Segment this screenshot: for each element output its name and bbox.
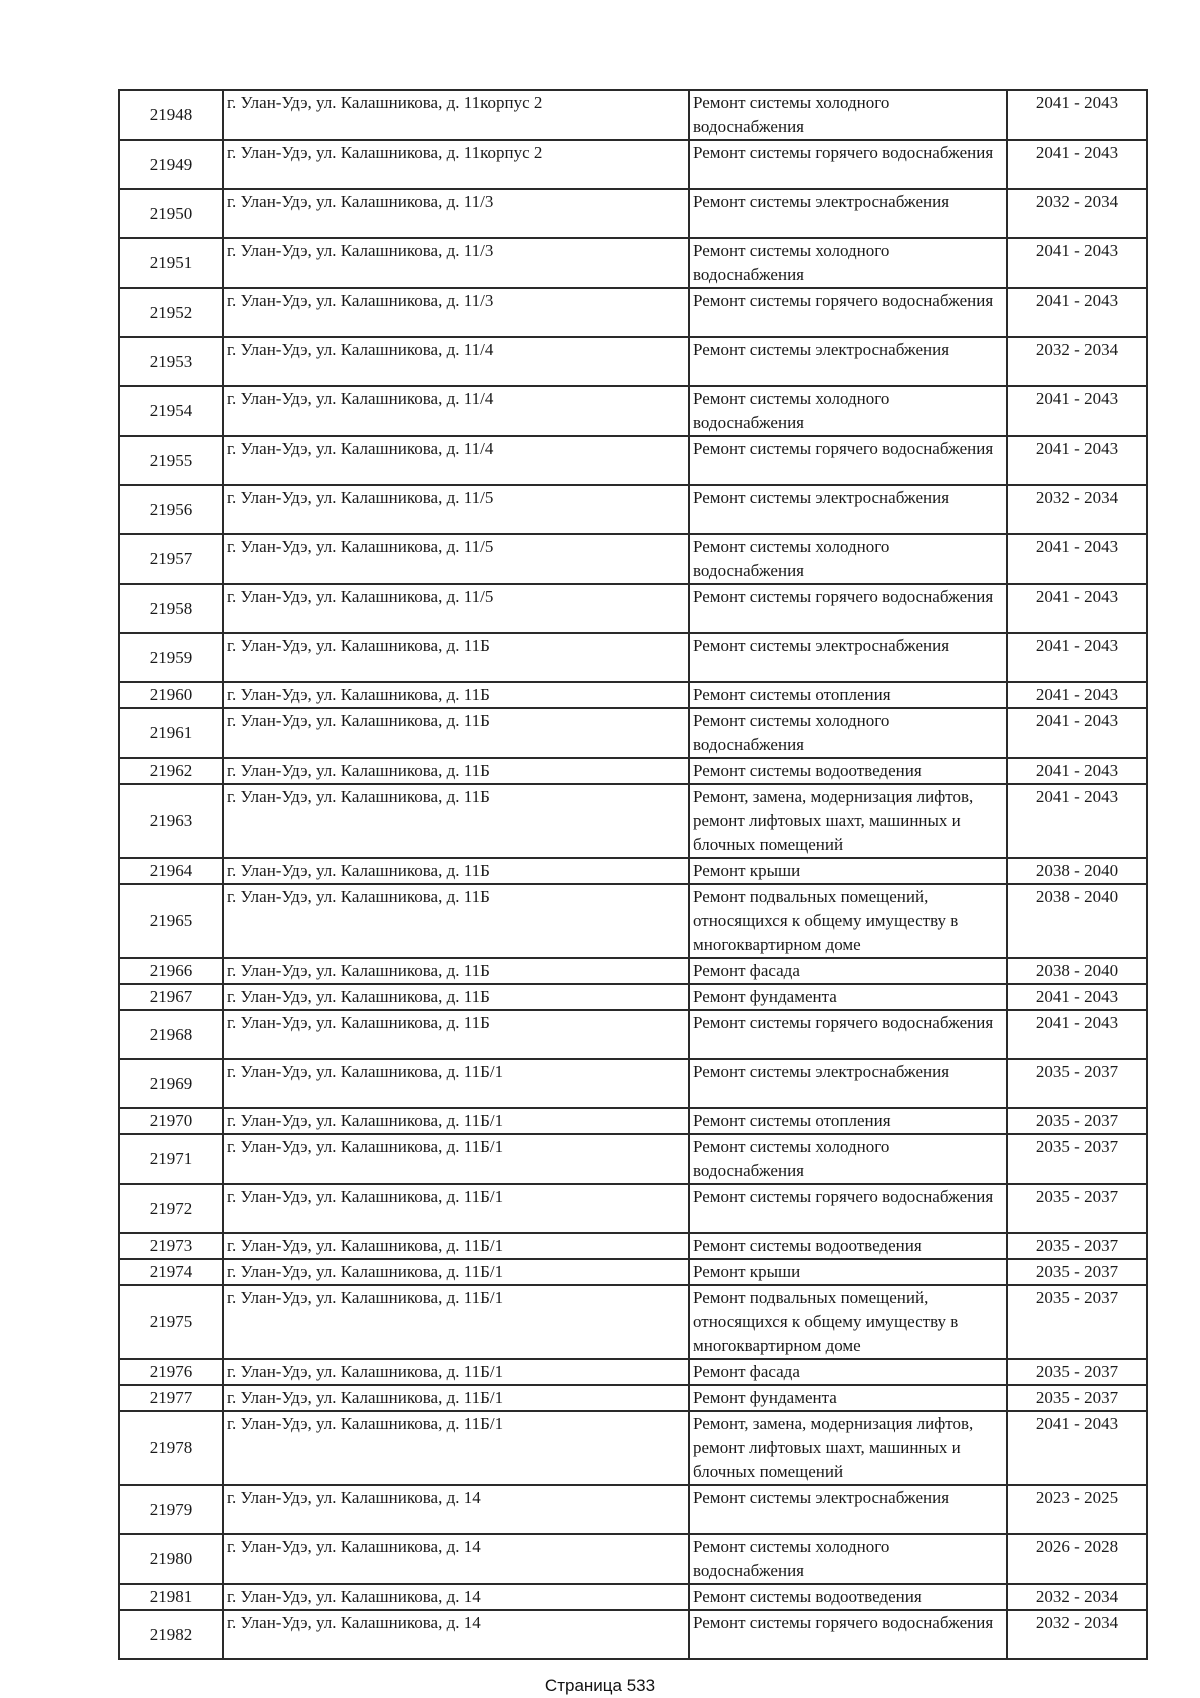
- period-cell: 2032 - 2034: [1007, 485, 1147, 534]
- address-cell: г. Улан-Удэ, ул. Калашникова, д. 11Б/1: [223, 1134, 689, 1184]
- table-row: [119, 1534, 1147, 1584]
- row-number-cell: 21966: [119, 958, 223, 984]
- address-cell: г. Улан-Удэ, ул. Калашникова, д. 11/5: [223, 534, 689, 584]
- work-type-cell: Ремонт системы электроснабжения: [689, 1059, 1007, 1108]
- row-number-cell: 21949: [119, 140, 223, 189]
- address-cell: г. Улан-Удэ, ул. Калашникова, д. 14: [223, 1584, 689, 1610]
- address-cell: г. Улан-Удэ, ул. Калашникова, д. 11/4: [223, 386, 689, 436]
- row-number-cell: 21954: [119, 386, 223, 436]
- row-number-cell: 21974: [119, 1259, 223, 1285]
- period-cell: 2041 - 2043: [1007, 758, 1147, 784]
- address-cell: г. Улан-Удэ, ул. Калашникова, д. 11/3: [223, 288, 689, 337]
- row-number-cell: 21969: [119, 1059, 223, 1108]
- period-cell: 2032 - 2034: [1007, 337, 1147, 386]
- table-row: [119, 1485, 1147, 1534]
- row-number-cell: 21958: [119, 584, 223, 633]
- period-cell: 2035 - 2037: [1007, 1259, 1147, 1285]
- row-number-cell: 21961: [119, 708, 223, 758]
- work-type-cell: Ремонт фундамента: [689, 1385, 1007, 1411]
- row-number-cell: 21952: [119, 288, 223, 337]
- work-type-cell: Ремонт системы водоотведения: [689, 758, 1007, 784]
- address-cell: г. Улан-Удэ, ул. Калашникова, д. 14: [223, 1610, 689, 1659]
- table-row: [119, 337, 1147, 386]
- table-row: [119, 958, 1147, 984]
- row-number-cell: 21957: [119, 534, 223, 584]
- period-cell: 2035 - 2037: [1007, 1385, 1147, 1411]
- row-number-cell: 21967: [119, 984, 223, 1010]
- row-number-cell: 21955: [119, 436, 223, 485]
- work-type-cell: Ремонт системы электроснабжения: [689, 189, 1007, 238]
- row-number-cell: 21965: [119, 884, 223, 958]
- period-cell: 2041 - 2043: [1007, 140, 1147, 189]
- work-type-cell: Ремонт крыши: [689, 1259, 1007, 1285]
- address-cell: г. Улан-Удэ, ул. Калашникова, д. 11Б: [223, 784, 689, 858]
- work-type-cell: Ремонт, замена, модернизация лифтов, ремонт лифтовых шахт, машинных и блочных помещений: [689, 1411, 1007, 1485]
- period-cell: 2035 - 2037: [1007, 1134, 1147, 1184]
- address-cell: г. Улан-Удэ, ул. Калашникова, д. 11Б: [223, 1010, 689, 1059]
- table-row: [119, 1134, 1147, 1184]
- row-number-cell: 21968: [119, 1010, 223, 1059]
- table-row: [119, 1233, 1147, 1259]
- table-row: [119, 140, 1147, 189]
- work-type-cell: Ремонт подвальных помещений, относящихся к общему имуществу в многоквартирном доме: [689, 1285, 1007, 1359]
- period-cell: 2032 - 2034: [1007, 189, 1147, 238]
- table-row: [119, 633, 1147, 682]
- period-cell: 2032 - 2034: [1007, 1610, 1147, 1659]
- table-row: [119, 238, 1147, 288]
- period-cell: 2038 - 2040: [1007, 884, 1147, 958]
- row-number-cell: 21972: [119, 1184, 223, 1233]
- table-row: [119, 1411, 1147, 1485]
- work-type-cell: Ремонт системы холодного водоснабжения: [689, 90, 1007, 140]
- address-cell: г. Улан-Удэ, ул. Калашникова, д. 11Б: [223, 708, 689, 758]
- row-number-cell: 21981: [119, 1584, 223, 1610]
- period-cell: 2041 - 2043: [1007, 288, 1147, 337]
- work-type-cell: Ремонт системы электроснабжения: [689, 633, 1007, 682]
- table-row: [119, 534, 1147, 584]
- work-type-cell: Ремонт подвальных помещений, относящихся к общему имуществу в многоквартирном доме: [689, 884, 1007, 958]
- work-type-cell: Ремонт крыши: [689, 858, 1007, 884]
- period-cell: 2035 - 2037: [1007, 1184, 1147, 1233]
- table-row: [119, 1385, 1147, 1411]
- repair-schedule-table: [118, 89, 1148, 1660]
- address-cell: г. Улан-Удэ, ул. Калашникова, д. 11Б/1: [223, 1359, 689, 1385]
- period-cell: 2041 - 2043: [1007, 90, 1147, 140]
- address-cell: г. Улан-Удэ, ул. Калашникова, д. 11корпус 2: [223, 140, 689, 189]
- address-cell: г. Улан-Удэ, ул. Калашникова, д. 11/3: [223, 189, 689, 238]
- period-cell: 2041 - 2043: [1007, 633, 1147, 682]
- period-cell: 2041 - 2043: [1007, 584, 1147, 633]
- period-cell: 2023 - 2025: [1007, 1485, 1147, 1534]
- row-number-cell: 21977: [119, 1385, 223, 1411]
- work-type-cell: Ремонт системы холодного водоснабжения: [689, 534, 1007, 584]
- address-cell: г. Улан-Удэ, ул. Калашникова, д. 11/4: [223, 337, 689, 386]
- work-type-cell: Ремонт системы холодного водоснабжения: [689, 708, 1007, 758]
- table-row: [119, 1059, 1147, 1108]
- address-cell: г. Улан-Удэ, ул. Калашникова, д. 11/5: [223, 485, 689, 534]
- period-cell: 2035 - 2037: [1007, 1059, 1147, 1108]
- period-cell: 2032 - 2034: [1007, 1584, 1147, 1610]
- table-row: [119, 1184, 1147, 1233]
- work-type-cell: Ремонт системы холодного водоснабжения: [689, 238, 1007, 288]
- table-row: [119, 858, 1147, 884]
- period-cell: 2041 - 2043: [1007, 534, 1147, 584]
- row-number-cell: 21979: [119, 1485, 223, 1534]
- work-type-cell: Ремонт системы водоотведения: [689, 1233, 1007, 1259]
- table-row: [119, 682, 1147, 708]
- address-cell: г. Улан-Удэ, ул. Калашникова, д. 11Б/1: [223, 1184, 689, 1233]
- period-cell: 2041 - 2043: [1007, 784, 1147, 858]
- address-cell: г. Улан-Удэ, ул. Калашникова, д. 11Б/1: [223, 1259, 689, 1285]
- work-type-cell: Ремонт системы горячего водоснабжения: [689, 436, 1007, 485]
- period-cell: 2041 - 2043: [1007, 436, 1147, 485]
- row-number-cell: 21975: [119, 1285, 223, 1359]
- row-number-cell: 21951: [119, 238, 223, 288]
- table-row: [119, 485, 1147, 534]
- table-row: [119, 90, 1147, 140]
- address-cell: г. Улан-Удэ, ул. Калашникова, д. 11Б/1: [223, 1411, 689, 1485]
- work-type-cell: Ремонт фундамента: [689, 984, 1007, 1010]
- work-type-cell: Ремонт системы горячего водоснабжения: [689, 1184, 1007, 1233]
- row-number-cell: 21950: [119, 189, 223, 238]
- period-cell: 2041 - 2043: [1007, 1010, 1147, 1059]
- work-type-cell: Ремонт фасада: [689, 958, 1007, 984]
- table-row: [119, 884, 1147, 958]
- table-row: [119, 1259, 1147, 1285]
- work-type-cell: Ремонт системы горячего водоснабжения: [689, 584, 1007, 633]
- row-number-cell: 21982: [119, 1610, 223, 1659]
- period-cell: 2041 - 2043: [1007, 238, 1147, 288]
- table-row: [119, 1285, 1147, 1359]
- row-number-cell: 21970: [119, 1108, 223, 1134]
- address-cell: г. Улан-Удэ, ул. Калашникова, д. 11Б/1: [223, 1108, 689, 1134]
- table-row: [119, 1610, 1147, 1659]
- work-type-cell: Ремонт системы горячего водоснабжения: [689, 140, 1007, 189]
- address-cell: г. Улан-Удэ, ул. Калашникова, д. 11Б/1: [223, 1059, 689, 1108]
- row-number-cell: 21959: [119, 633, 223, 682]
- table-row: [119, 1584, 1147, 1610]
- address-cell: г. Улан-Удэ, ул. Калашникова, д. 11Б: [223, 758, 689, 784]
- period-cell: 2038 - 2040: [1007, 858, 1147, 884]
- address-cell: г. Улан-Удэ, ул. Калашникова, д. 11Б: [223, 958, 689, 984]
- row-number-cell: 21980: [119, 1534, 223, 1584]
- address-cell: г. Улан-Удэ, ул. Калашникова, д. 11Б/1: [223, 1385, 689, 1411]
- address-cell: г. Улан-Удэ, ул. Калашникова, д. 14: [223, 1534, 689, 1584]
- work-type-cell: Ремонт фасада: [689, 1359, 1007, 1385]
- work-type-cell: Ремонт системы горячего водоснабжения: [689, 1610, 1007, 1659]
- table-row: [119, 189, 1147, 238]
- row-number-cell: 21956: [119, 485, 223, 534]
- period-cell: 2035 - 2037: [1007, 1359, 1147, 1385]
- table-row: [119, 784, 1147, 858]
- period-cell: 2041 - 2043: [1007, 984, 1147, 1010]
- work-type-cell: Ремонт системы отопления: [689, 682, 1007, 708]
- work-type-cell: Ремонт системы холодного водоснабжения: [689, 1134, 1007, 1184]
- period-cell: 2038 - 2040: [1007, 958, 1147, 984]
- table-row: [119, 984, 1147, 1010]
- address-cell: г. Улан-Удэ, ул. Калашникова, д. 11/4: [223, 436, 689, 485]
- work-type-cell: Ремонт системы электроснабжения: [689, 1485, 1007, 1534]
- period-cell: 2035 - 2037: [1007, 1233, 1147, 1259]
- row-number-cell: 21976: [119, 1359, 223, 1385]
- period-cell: 2041 - 2043: [1007, 1411, 1147, 1485]
- address-cell: г. Улан-Удэ, ул. Калашникова, д. 11/5: [223, 584, 689, 633]
- table-row: [119, 758, 1147, 784]
- table-row: [119, 436, 1147, 485]
- period-cell: 2035 - 2037: [1007, 1108, 1147, 1134]
- table-row: [119, 1108, 1147, 1134]
- table-row: [119, 288, 1147, 337]
- work-type-cell: Ремонт системы водоотведения: [689, 1584, 1007, 1610]
- work-type-cell: Ремонт системы отопления: [689, 1108, 1007, 1134]
- work-type-cell: Ремонт системы электроснабжения: [689, 337, 1007, 386]
- row-number-cell: 21973: [119, 1233, 223, 1259]
- address-cell: г. Улан-Удэ, ул. Калашникова, д. 11Б: [223, 633, 689, 682]
- table-row: [119, 708, 1147, 758]
- address-cell: г. Улан-Удэ, ул. Калашникова, д. 11корпус 2: [223, 90, 689, 140]
- table-body: [119, 90, 1147, 1659]
- work-type-cell: Ремонт системы холодного водоснабжения: [689, 386, 1007, 436]
- period-cell: 2041 - 2043: [1007, 708, 1147, 758]
- address-cell: г. Улан-Удэ, ул. Калашникова, д. 11Б: [223, 884, 689, 958]
- work-type-cell: Ремонт системы горячего водоснабжения: [689, 1010, 1007, 1059]
- page-number-footer: Страница 533: [544, 1676, 656, 1695]
- period-cell: 2041 - 2043: [1007, 386, 1147, 436]
- address-cell: г. Улан-Удэ, ул. Калашникова, д. 11Б: [223, 682, 689, 708]
- address-cell: г. Улан-Удэ, ул. Калашникова, д. 11Б: [223, 984, 689, 1010]
- address-cell: г. Улан-Удэ, ул. Калашникова, д. 11Б/1: [223, 1285, 689, 1359]
- work-type-cell: Ремонт, замена, модернизация лифтов, ремонт лифтовых шахт, машинных и блочных помещений: [689, 784, 1007, 858]
- work-type-cell: Ремонт системы горячего водоснабжения: [689, 288, 1007, 337]
- table-row: [119, 584, 1147, 633]
- row-number-cell: 21964: [119, 858, 223, 884]
- row-number-cell: 21953: [119, 337, 223, 386]
- row-number-cell: 21960: [119, 682, 223, 708]
- address-cell: г. Улан-Удэ, ул. Калашникова, д. 11/3: [223, 238, 689, 288]
- row-number-cell: 21948: [119, 90, 223, 140]
- table-row: [119, 386, 1147, 436]
- row-number-cell: 21971: [119, 1134, 223, 1184]
- row-number-cell: 21962: [119, 758, 223, 784]
- address-cell: г. Улан-Удэ, ул. Калашникова, д. 11Б/1: [223, 1233, 689, 1259]
- address-cell: г. Улан-Удэ, ул. Калашникова, д. 11Б: [223, 858, 689, 884]
- period-cell: 2041 - 2043: [1007, 682, 1147, 708]
- row-number-cell: 21978: [119, 1411, 223, 1485]
- address-cell: г. Улан-Удэ, ул. Калашникова, д. 14: [223, 1485, 689, 1534]
- work-type-cell: Ремонт системы холодного водоснабжения: [689, 1534, 1007, 1584]
- table-row: [119, 1359, 1147, 1385]
- work-type-cell: Ремонт системы электроснабжения: [689, 485, 1007, 534]
- row-number-cell: 21963: [119, 784, 223, 858]
- period-cell: 2035 - 2037: [1007, 1285, 1147, 1359]
- period-cell: 2026 - 2028: [1007, 1534, 1147, 1584]
- table-row: [119, 1010, 1147, 1059]
